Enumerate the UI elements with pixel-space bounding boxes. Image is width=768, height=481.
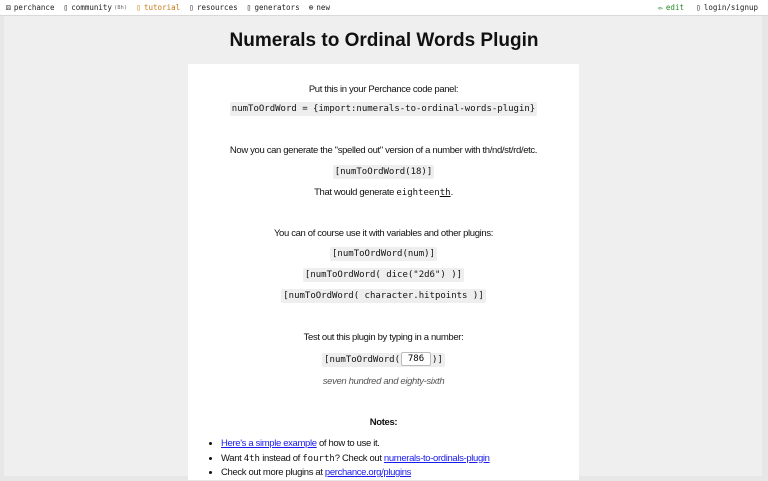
number-input[interactable] bbox=[401, 352, 431, 366]
test-output: seven hundred and eighty-sixth bbox=[322, 376, 445, 387]
top-navigation-bar bbox=[0, 0, 768, 16]
nav-community[interactable] bbox=[63, 3, 127, 12]
code-example-1: [numToOrdWord(num)] bbox=[332, 249, 435, 259]
note-2-mid: instead of bbox=[259, 452, 303, 464]
test-code-pre: [numToOrdWord( bbox=[324, 354, 400, 365]
content-panel bbox=[188, 64, 579, 480]
note-2-code-1: 4th bbox=[243, 453, 260, 464]
description-text: Now you can generate the "spelled out" version of a number with th/nd/st/rd/etc. bbox=[229, 145, 538, 156]
tutorial-icon: ▯ bbox=[136, 3, 142, 12]
edit-label: edit bbox=[665, 3, 684, 12]
would-generate-text bbox=[188, 187, 579, 198]
nav-resources-label: resources bbox=[196, 3, 238, 12]
example-code: [numToOrdWord(18)] bbox=[334, 167, 433, 177]
nav-community-label: community bbox=[71, 3, 112, 12]
variables-text: You can of course use it with variables and other plugins: bbox=[273, 228, 494, 239]
note-2-text: ? Check out bbox=[334, 452, 384, 464]
note-1-text: of how to use it. bbox=[316, 438, 380, 449]
code-example-line-2 bbox=[188, 269, 579, 280]
plugins-link[interactable]: perchance.org/plugins bbox=[324, 467, 412, 478]
test-code bbox=[322, 353, 445, 367]
nav-generators-label: generators bbox=[254, 3, 300, 12]
nav-resources[interactable] bbox=[189, 3, 237, 12]
nav-tutorial[interactable] bbox=[136, 3, 180, 12]
login-signup-label: login/signup bbox=[703, 3, 758, 12]
test-code-post: )] bbox=[432, 354, 443, 365]
test-instructions: Test out this plugin by typing in a number: bbox=[303, 332, 464, 343]
nav-new[interactable] bbox=[309, 3, 330, 12]
login-signup-button[interactable] bbox=[696, 3, 758, 12]
intro-text: Put this in your Perchance code panel: bbox=[308, 84, 459, 95]
dice-icon: ⚄ bbox=[6, 3, 11, 12]
note-3-text: Check out more plugins at bbox=[221, 467, 325, 478]
note-2-pre: Want bbox=[221, 452, 244, 464]
generators-icon: ▯ bbox=[246, 3, 252, 12]
nav-tutorial-label: tutorial bbox=[144, 3, 181, 12]
code-example-line-1 bbox=[188, 248, 579, 259]
nav-generators[interactable] bbox=[247, 3, 300, 12]
note-2-code-2: fourth bbox=[302, 453, 335, 464]
would-generate-output bbox=[396, 188, 450, 198]
ordinals-plugin-link[interactable]: numerals-to-ordinals-plugin bbox=[383, 452, 490, 464]
pencil-icon: ✏ bbox=[658, 3, 663, 12]
community-icon: ▯ bbox=[63, 3, 69, 12]
list-item bbox=[221, 452, 579, 467]
test-code-line bbox=[188, 352, 579, 366]
edit-button[interactable] bbox=[658, 3, 684, 12]
list-item bbox=[221, 466, 579, 481]
simple-example-link[interactable]: Here's a simple example bbox=[221, 438, 317, 449]
nav-perchance-label: perchance bbox=[13, 3, 55, 12]
list-item bbox=[221, 437, 579, 452]
code-example-line-3 bbox=[188, 290, 579, 301]
nav-new-label: new bbox=[316, 3, 330, 12]
code-example-2: [numToOrdWord( dice("2d6") )] bbox=[304, 270, 463, 280]
notes-list bbox=[188, 437, 579, 481]
community-count-badge: (8h) bbox=[113, 4, 128, 11]
notes-heading: Notes: bbox=[369, 417, 398, 428]
import-code-line bbox=[188, 103, 579, 114]
login-icon: ▯ bbox=[695, 3, 701, 12]
nav-perchance[interactable] bbox=[6, 3, 54, 12]
top-right-actions bbox=[650, 3, 762, 12]
import-code: numToOrdWord = {import:numerals-to-ordinal-words-plugin} bbox=[231, 104, 536, 114]
would-generate-pre: That would generate bbox=[314, 187, 395, 198]
code-example-3: [numToOrdWord( character.hitpoints )] bbox=[283, 291, 484, 301]
example-code-line bbox=[188, 166, 579, 177]
would-generate-post: . bbox=[450, 187, 453, 198]
output-word: eighteen bbox=[396, 188, 440, 198]
output-suffix: th bbox=[439, 188, 451, 198]
plus-circle-icon: ⊕ bbox=[308, 3, 314, 12]
page-title: Numerals to Ordinal Words Plugin bbox=[229, 30, 539, 51]
resources-icon: ▯ bbox=[189, 3, 194, 12]
